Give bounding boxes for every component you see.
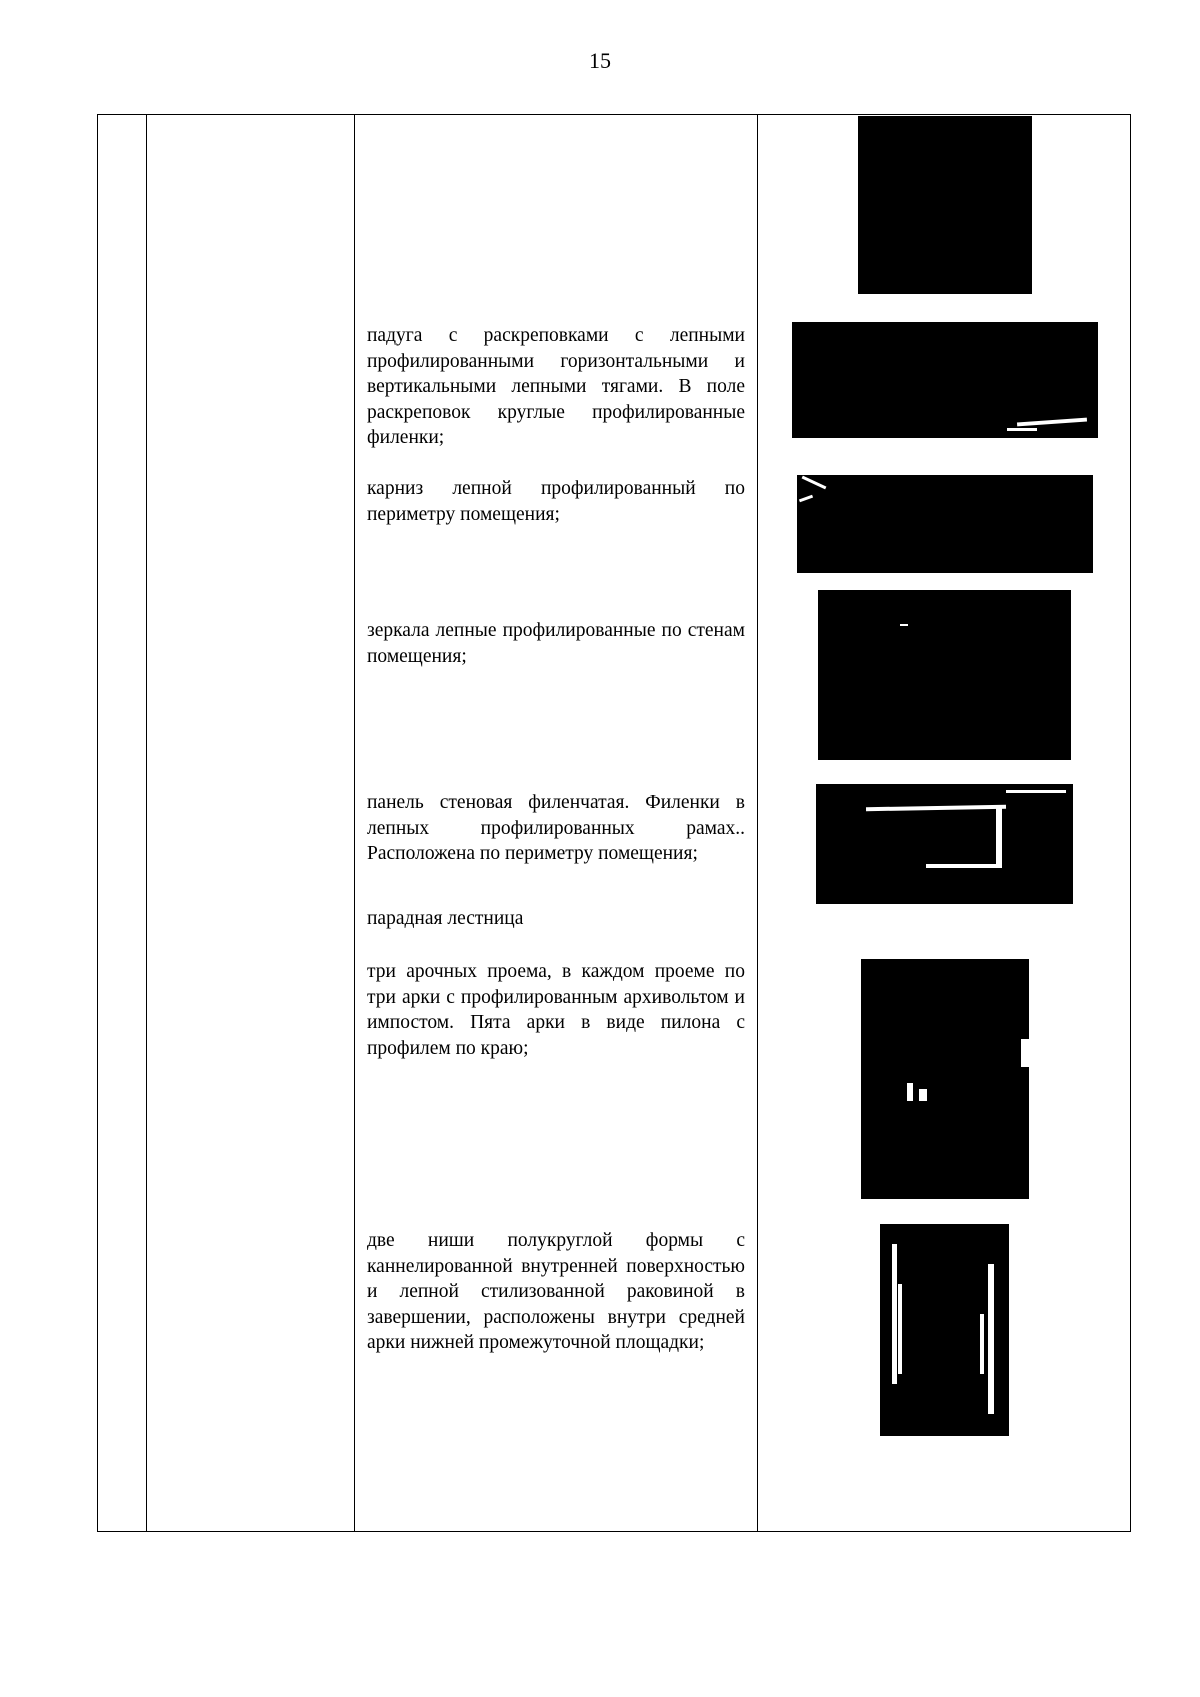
column-divider-2 — [354, 115, 355, 1531]
photo-wall-panel — [816, 784, 1073, 904]
entry-arched-openings: три арочных проема, в каждом проеме по три арки с профилированным архивольтом и импостом. Пята арки в виде пилона с профилем по краю; — [367, 961, 745, 1059]
entry-wall-mirrors: зеркала лепные профилированные по стенам помещения; — [367, 620, 745, 667]
entry-padouga: падуга с раскреповками с лепными профилированными горизонтальными и вертикальными лепными тягами. В поле раскреповок круглые профилированные филенки; — [367, 325, 745, 448]
entry-niches: две ниши полукруглой формы с каннелированной внутренней поверхностью и лепной стилизованной раковиной в завершении, расположены внутри средней арки нижней промежуточной площадки; — [367, 1230, 745, 1353]
photo-cornice — [797, 475, 1093, 573]
entry-cornice: карниз лепной профилированный по периметру помещения; — [367, 478, 745, 525]
photo-padouga — [792, 322, 1098, 438]
entry-wall-panel: панель стеновая филенчатая. Филенки в лепных профилированных рамах.. Расположена по периметру помещения; — [367, 792, 745, 864]
photo-niches — [880, 1224, 1009, 1436]
column-divider-3 — [757, 115, 758, 1531]
column-divider-1 — [146, 115, 147, 1531]
entry-main-staircase: парадная лестница — [367, 908, 524, 929]
page-number: 15 — [589, 48, 611, 73]
photo-ceiling — [858, 116, 1032, 294]
photo-wall-mirrors — [818, 590, 1071, 760]
photo-arched-openings — [861, 959, 1029, 1199]
